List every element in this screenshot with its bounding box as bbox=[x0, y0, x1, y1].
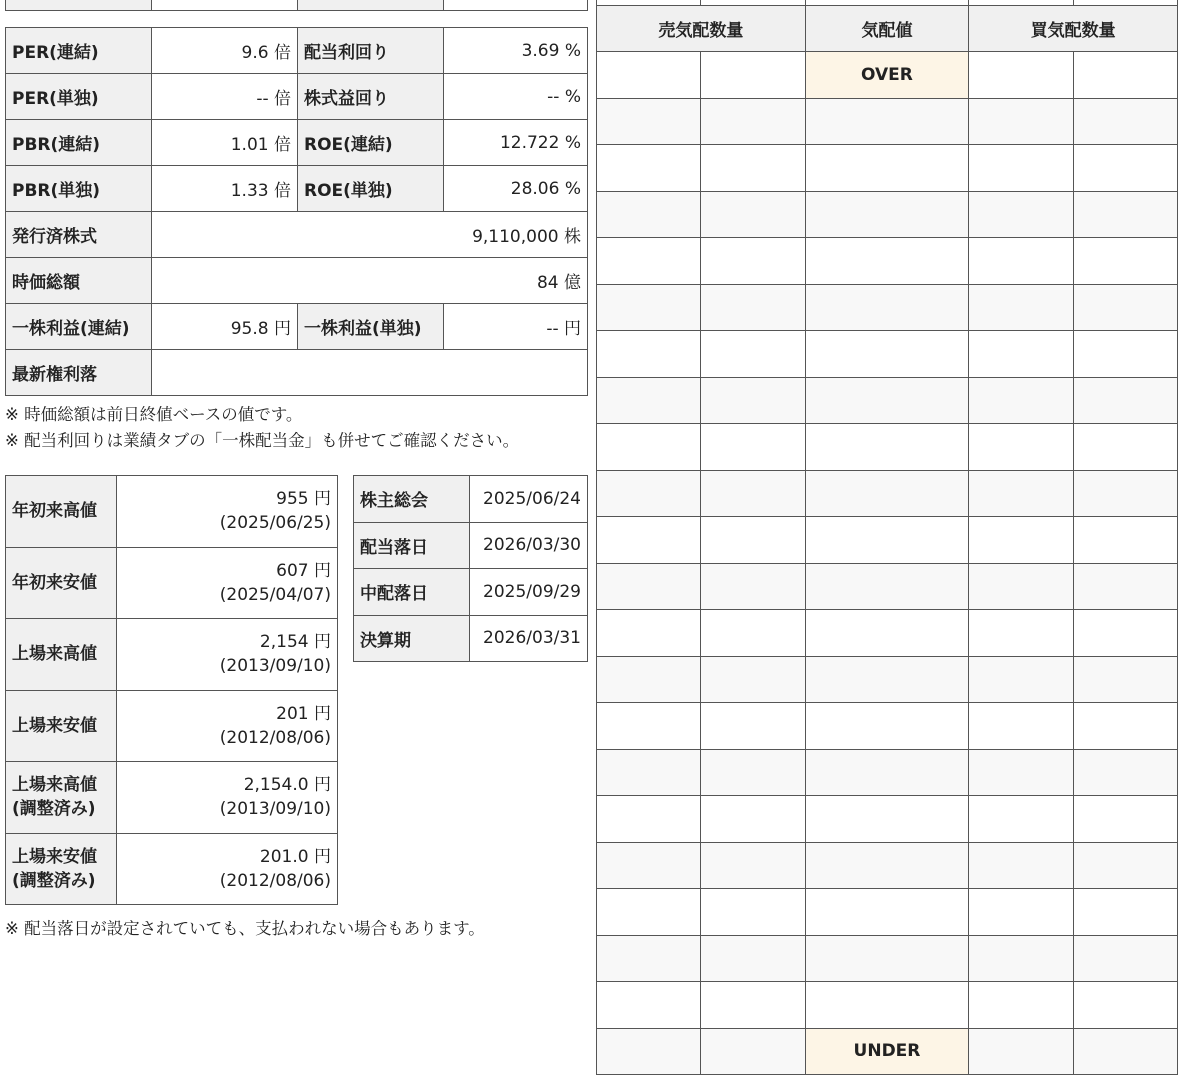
order-book-row bbox=[597, 982, 1178, 1029]
table-row bbox=[354, 615, 588, 662]
ex-dividend-label: 配当落日 bbox=[354, 522, 470, 569]
earnings-yield-label: 株式益回り bbox=[298, 74, 444, 120]
latest-ex-rights-label: 最新権利落 bbox=[6, 350, 152, 396]
per-consolidated-value: 9.6 倍 bbox=[152, 28, 298, 74]
order-book-row bbox=[597, 656, 1178, 703]
all-time-low-price: 201 円 bbox=[276, 703, 331, 724]
order-book-row bbox=[597, 98, 1178, 145]
order-book-row bbox=[597, 749, 1178, 796]
latest-ex-rights-value bbox=[152, 350, 588, 396]
order-book-row bbox=[597, 935, 1178, 982]
shares-outstanding-value: 9,110,000 株 bbox=[152, 212, 588, 258]
table-row bbox=[6, 350, 588, 396]
ytd-low-date: (2025/04/07) bbox=[219, 584, 331, 605]
ytd-high-date: (2025/06/25) bbox=[219, 513, 331, 534]
shares-outstanding-label: 発行済株式 bbox=[6, 212, 152, 258]
eps-standalone-value: -- 円 bbox=[444, 304, 588, 350]
pbr-consolidated-value: 1.01 倍 bbox=[152, 120, 298, 166]
shareholders-meeting-label: 株主総会 bbox=[354, 476, 470, 523]
order-book-row bbox=[597, 889, 1178, 936]
table-row bbox=[6, 547, 338, 619]
ytd-low-price: 607 円 bbox=[276, 560, 331, 581]
price-history-table bbox=[5, 475, 338, 905]
over-label: OVER bbox=[805, 52, 969, 99]
order-book-row bbox=[597, 517, 1178, 564]
adjusted-low-price: 201.0 円 bbox=[259, 846, 331, 867]
adjusted-high-label: 上場来高値 bbox=[12, 775, 97, 796]
eps-consolidated-label: 一株利益(連結) bbox=[6, 304, 152, 350]
ex-dividend-date: 2026/03/30 bbox=[470, 522, 588, 569]
roe-consolidated-value: 12.722 % bbox=[444, 120, 588, 166]
roe-consolidated-label: ROE(連結) bbox=[298, 120, 444, 166]
all-time-low-label: 上場来安値 bbox=[6, 690, 117, 762]
order-book-row bbox=[597, 703, 1178, 750]
adjusted-low-sublabel: (調整済み) bbox=[12, 870, 96, 891]
order-book-row bbox=[597, 238, 1178, 285]
per-standalone-label: PER(単独) bbox=[6, 74, 152, 120]
table-row bbox=[6, 833, 338, 905]
table-row bbox=[6, 762, 338, 834]
earnings-yield-value: -- % bbox=[444, 74, 588, 120]
table-row bbox=[6, 166, 588, 212]
eps-standalone-label: 一株利益(単独) bbox=[298, 304, 444, 350]
interim-ex-dividend-date: 2025/09/29 bbox=[470, 569, 588, 616]
table-row bbox=[6, 476, 338, 548]
schedule-table bbox=[353, 475, 588, 662]
table-row bbox=[6, 258, 588, 304]
market-cap-label: 時価総額 bbox=[6, 258, 152, 304]
all-time-low-date: (2012/08/06) bbox=[219, 727, 331, 748]
order-book-row bbox=[597, 1028, 1178, 1075]
adjusted-high-price: 2,154.0 円 bbox=[243, 775, 331, 796]
market-cap-note: ※ 時価総額は前日終値ベースの値です。 bbox=[5, 405, 303, 424]
order-book-header bbox=[597, 5, 1178, 52]
dividend-yield-label: 配当利回り bbox=[298, 28, 444, 74]
order-book-row bbox=[597, 610, 1178, 657]
order-book-row bbox=[597, 191, 1178, 238]
all-time-high-price: 2,154 円 bbox=[259, 632, 331, 653]
price-header: 気配値 bbox=[805, 5, 969, 52]
pbr-standalone-label: PBR(単独) bbox=[6, 166, 152, 212]
table-row bbox=[6, 304, 588, 350]
roe-standalone-label: ROE(単独) bbox=[298, 166, 444, 212]
buy-qty-header: 買気配数量 bbox=[969, 5, 1178, 52]
dividend-note: ※ 配当利回りは業績タブの「一株配当金」も併せてご確認ください。 bbox=[5, 431, 520, 450]
all-time-high-label: 上場来高値 bbox=[6, 619, 117, 691]
market-cap-value: 84 億 bbox=[152, 258, 588, 304]
interim-ex-dividend-label: 中配落日 bbox=[354, 569, 470, 616]
fiscal-period-date: 2026/03/31 bbox=[470, 615, 588, 662]
order-book-row bbox=[597, 331, 1178, 378]
order-book-row bbox=[597, 52, 1178, 99]
shareholders-meeting-date: 2025/06/24 bbox=[470, 476, 588, 523]
ytd-high-label: 年初来高値 bbox=[6, 476, 117, 548]
table-row bbox=[6, 619, 338, 691]
per-standalone-value: -- 倍 bbox=[152, 74, 298, 120]
adjusted-low-date: (2012/08/06) bbox=[219, 870, 331, 891]
ex-dividend-note: ※ 配当落日が設定されていても、支払われない場合もあります。 bbox=[5, 919, 485, 938]
fiscal-period-label: 決算期 bbox=[354, 615, 470, 662]
order-book-row bbox=[597, 470, 1178, 517]
per-consolidated-label: PER(連結) bbox=[6, 28, 152, 74]
adjusted-low-label: 上場来安値 bbox=[12, 846, 97, 867]
table-row bbox=[6, 212, 588, 258]
order-book-table bbox=[596, 0, 1178, 1075]
table-row bbox=[354, 569, 588, 616]
table-row bbox=[6, 28, 588, 74]
adjusted-high-sublabel: (調整済み) bbox=[12, 799, 96, 820]
roe-standalone-value: 28.06 % bbox=[444, 166, 588, 212]
order-book-row bbox=[597, 284, 1178, 331]
order-book-row bbox=[597, 424, 1178, 471]
ytd-high-price: 955 円 bbox=[276, 489, 331, 510]
table-row bbox=[354, 522, 588, 569]
pbr-standalone-value: 1.33 倍 bbox=[152, 166, 298, 212]
eps-consolidated-value: 95.8 円 bbox=[152, 304, 298, 350]
adjusted-high-date: (2013/09/10) bbox=[219, 799, 331, 820]
sell-qty-header: 売気配数量 bbox=[597, 5, 806, 52]
order-book-row bbox=[597, 796, 1178, 843]
table-row bbox=[6, 690, 338, 762]
fundamentals-table bbox=[5, 27, 588, 396]
under-label: UNDER bbox=[805, 1028, 969, 1075]
pbr-consolidated-label: PBR(連結) bbox=[6, 120, 152, 166]
dividend-yield-value: 3.69 % bbox=[444, 28, 588, 74]
order-book-row bbox=[597, 377, 1178, 424]
order-book-row bbox=[597, 563, 1178, 610]
previous-table-stub bbox=[5, 0, 588, 11]
order-book-row bbox=[597, 842, 1178, 889]
ytd-low-label: 年初来安値 bbox=[6, 547, 117, 619]
table-row bbox=[354, 476, 588, 523]
order-book-row bbox=[597, 145, 1178, 192]
table-row bbox=[6, 74, 588, 120]
all-time-high-date: (2013/09/10) bbox=[219, 656, 331, 677]
table-row bbox=[6, 120, 588, 166]
